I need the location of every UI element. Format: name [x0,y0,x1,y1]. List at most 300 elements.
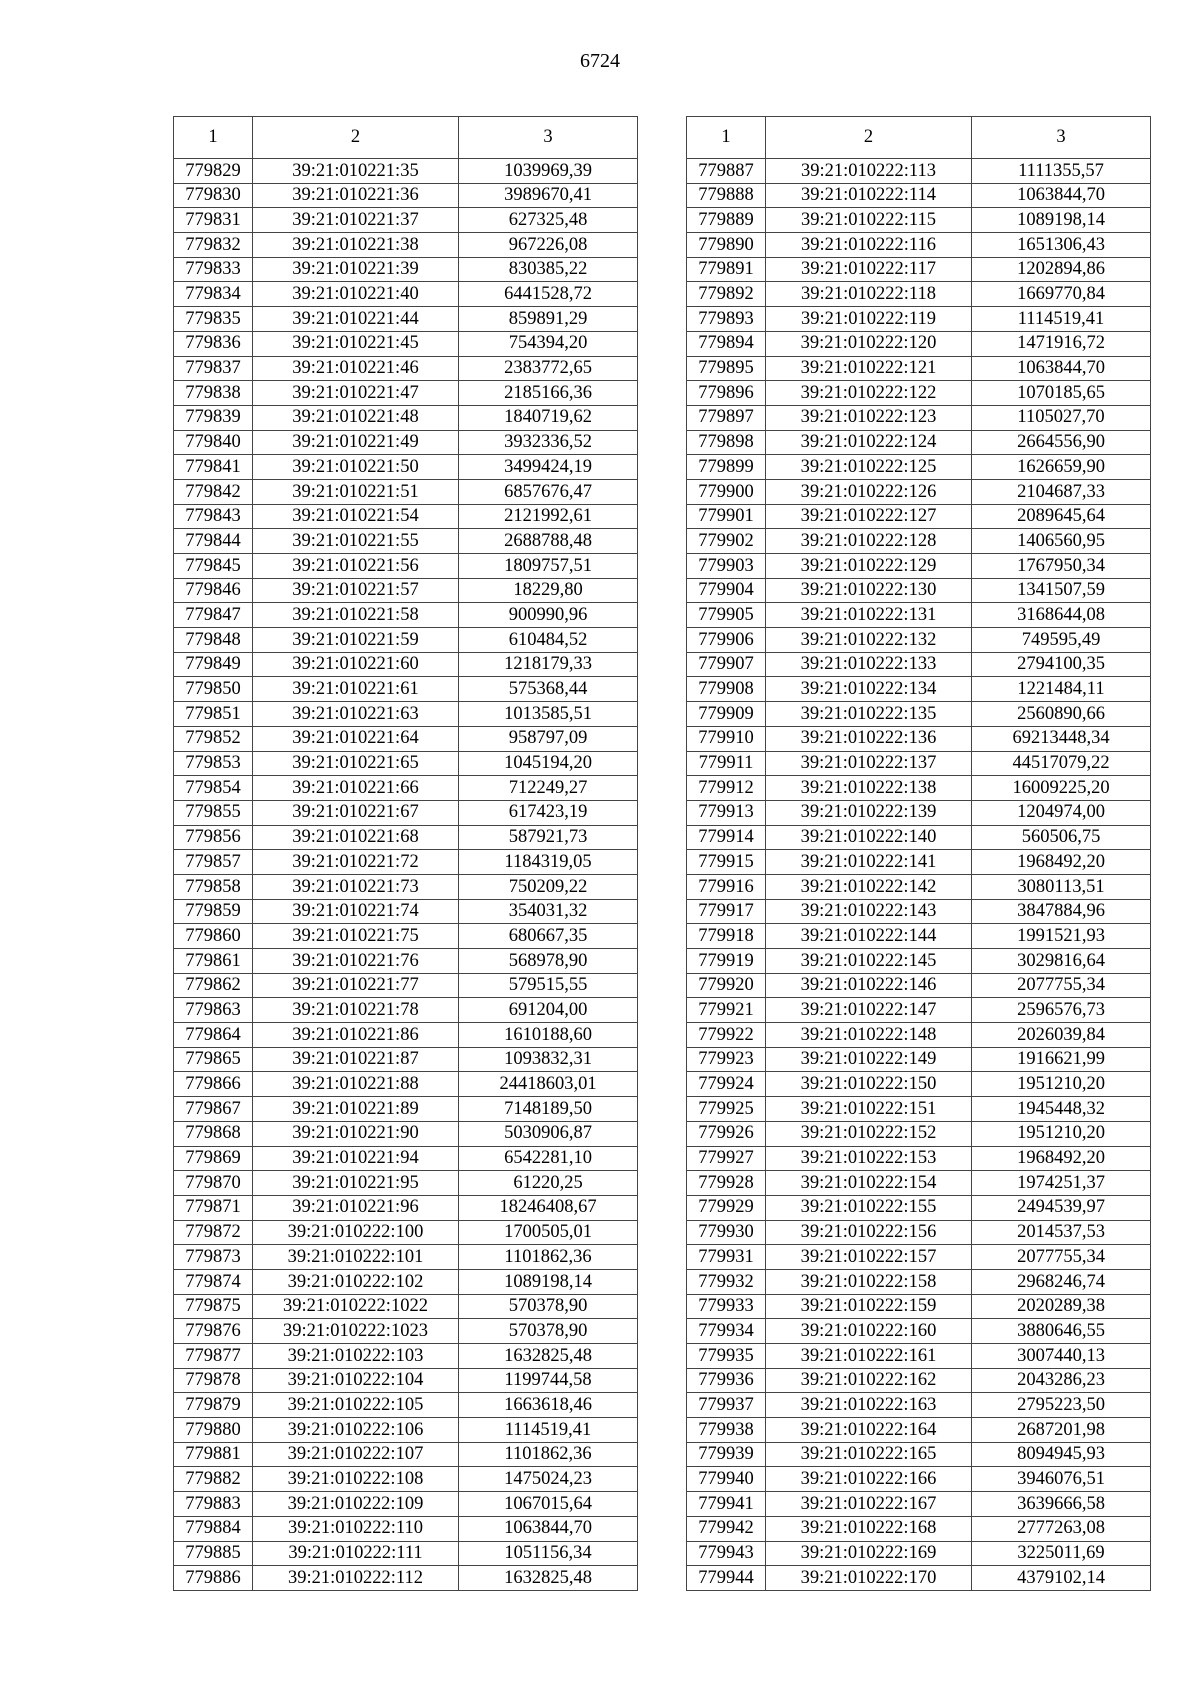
row-number-cell: 779865 [174,1047,253,1072]
row-number-cell: 779880 [174,1418,253,1443]
row-number-cell: 779877 [174,1344,253,1369]
row-number-cell: 779835 [174,307,253,332]
row-number-cell: 779851 [174,702,253,727]
value-cell: 1063844,70 [459,1516,638,1541]
registry-table-right [686,116,1151,1591]
row-number-cell: 779928 [687,1171,766,1196]
table-row [174,554,638,579]
table-header-row [174,117,638,159]
row-number-cell: 779856 [174,825,253,850]
table-row [174,825,638,850]
table-row [174,1072,638,1097]
cadastral-number-cell: 39:21:010222:170 [766,1566,972,1591]
table-row [687,504,1151,529]
value-cell: 680667,35 [459,924,638,949]
table-row [174,1294,638,1319]
row-number-cell: 779829 [174,159,253,184]
cadastral-number-cell: 39:21:010222:117 [766,257,972,282]
value-cell: 3007440,13 [972,1344,1151,1369]
cadastral-number-cell: 39:21:010221:56 [253,554,459,579]
cadastral-number-cell: 39:21:010221:94 [253,1146,459,1171]
value-cell: 2121992,61 [459,504,638,529]
cadastral-number-cell: 39:21:010221:75 [253,924,459,949]
table-row [174,1146,638,1171]
cadastral-number-cell: 39:21:010222:100 [253,1220,459,1245]
cadastral-number-cell: 39:21:010222:169 [766,1541,972,1566]
cadastral-number-cell: 39:21:010222:113 [766,159,972,184]
table-row [687,850,1151,875]
cadastral-number-cell: 39:21:010222:143 [766,899,972,924]
registry-table-left [173,116,638,1591]
value-cell: 859891,29 [459,307,638,332]
table-row [687,1467,1151,1492]
cadastral-number-cell: 39:21:010222:141 [766,850,972,875]
table-row [687,159,1151,184]
value-cell: 579515,55 [459,973,638,998]
table-row [174,1319,638,1344]
row-number-cell: 779905 [687,603,766,628]
column-header-3: 3 [972,117,1151,159]
table-row [687,554,1151,579]
row-number-cell: 779887 [687,159,766,184]
cadastral-number-cell: 39:21:010221:54 [253,504,459,529]
table-row [174,1023,638,1048]
cadastral-number-cell: 39:21:010222:127 [766,504,972,529]
table-row [174,1195,638,1220]
cadastral-number-cell: 39:21:010222:145 [766,949,972,974]
cadastral-number-cell: 39:21:010222:154 [766,1171,972,1196]
value-cell: 1974251,37 [972,1171,1151,1196]
value-cell: 3989670,41 [459,183,638,208]
table-header-row [687,117,1151,159]
table-row [174,1467,638,1492]
row-number-cell: 779872 [174,1220,253,1245]
cadastral-number-cell: 39:21:010221:66 [253,776,459,801]
table-row [174,578,638,603]
cadastral-number-cell: 39:21:010222:135 [766,702,972,727]
value-cell: 7148189,50 [459,1097,638,1122]
cadastral-number-cell: 39:21:010221:51 [253,479,459,504]
cadastral-number-cell: 39:21:010221:77 [253,973,459,998]
value-cell: 2104687,33 [972,479,1151,504]
row-number-cell: 779868 [174,1121,253,1146]
cadastral-number-cell: 39:21:010222:119 [766,307,972,332]
cadastral-number-cell: 39:21:010222:115 [766,208,972,233]
cadastral-number-cell: 39:21:010221:89 [253,1097,459,1122]
cadastral-number-cell: 39:21:010222:112 [253,1566,459,1591]
value-cell: 749595,49 [972,628,1151,653]
table-row [174,1566,638,1591]
value-cell: 1013585,51 [459,702,638,727]
table-row [687,949,1151,974]
value-cell: 6857676,47 [459,479,638,504]
cadastral-number-cell: 39:21:010221:48 [253,405,459,430]
value-cell: 2026039,84 [972,1023,1151,1048]
value-cell: 1406560,95 [972,529,1151,554]
value-cell: 2596576,73 [972,998,1151,1023]
table-row [174,874,638,899]
table-row [687,1023,1151,1048]
cadastral-number-cell: 39:21:010222:163 [766,1393,972,1418]
value-cell: 69213448,34 [972,726,1151,751]
row-number-cell: 779938 [687,1418,766,1443]
table-row [174,776,638,801]
row-number-cell: 779925 [687,1097,766,1122]
row-number-cell: 779893 [687,307,766,332]
row-number-cell: 779881 [174,1442,253,1467]
table-row [687,405,1151,430]
table-row [687,307,1151,332]
row-number-cell: 779899 [687,455,766,480]
row-number-cell: 779847 [174,603,253,628]
table-row [174,677,638,702]
value-cell: 1669770,84 [972,282,1151,307]
column-header-2: 2 [253,117,459,159]
value-cell: 1101862,36 [459,1245,638,1270]
cadastral-number-cell: 39:21:010222:144 [766,924,972,949]
table-row [687,973,1151,998]
row-number-cell: 779875 [174,1294,253,1319]
value-cell: 1089198,14 [972,208,1151,233]
cadastral-number-cell: 39:21:010222:122 [766,381,972,406]
row-number-cell: 779858 [174,874,253,899]
value-cell: 5030906,87 [459,1121,638,1146]
table-row [174,1097,638,1122]
row-number-cell: 779866 [174,1072,253,1097]
table-row [174,949,638,974]
value-cell: 1199744,58 [459,1368,638,1393]
table-row [174,356,638,381]
table-row [687,257,1151,282]
row-number-cell: 779867 [174,1097,253,1122]
row-number-cell: 779884 [174,1516,253,1541]
table-row [687,1294,1151,1319]
cadastral-number-cell: 39:21:010221:64 [253,726,459,751]
cadastral-number-cell: 39:21:010222:110 [253,1516,459,1541]
value-cell: 18246408,67 [459,1195,638,1220]
table-row [174,331,638,356]
cadastral-number-cell: 39:21:010222:131 [766,603,972,628]
table-row [174,652,638,677]
cadastral-number-cell: 39:21:010222:167 [766,1492,972,1517]
cadastral-number-cell: 39:21:010222:132 [766,628,972,653]
value-cell: 1700505,01 [459,1220,638,1245]
value-cell: 3946076,51 [972,1467,1151,1492]
cadastral-number-cell: 39:21:010222:1022 [253,1294,459,1319]
table-row [687,331,1151,356]
row-number-cell: 779927 [687,1146,766,1171]
value-cell: 1968492,20 [972,1146,1151,1171]
row-number-cell: 779935 [687,1344,766,1369]
table-row [174,628,638,653]
cadastral-number-cell: 39:21:010222:151 [766,1097,972,1122]
value-cell: 1089198,14 [459,1269,638,1294]
cadastral-number-cell: 39:21:010221:47 [253,381,459,406]
row-number-cell: 779845 [174,554,253,579]
value-cell: 2020289,38 [972,1294,1151,1319]
table-row [687,1566,1151,1591]
value-cell: 570378,90 [459,1319,638,1344]
table-row [687,1368,1151,1393]
table-row [174,726,638,751]
table-row [174,1442,638,1467]
cadastral-number-cell: 39:21:010221:35 [253,159,459,184]
cadastral-number-cell: 39:21:010221:65 [253,751,459,776]
row-number-cell: 779841 [174,455,253,480]
value-cell: 1184319,05 [459,850,638,875]
table-row [174,159,638,184]
cadastral-number-cell: 39:21:010222:162 [766,1368,972,1393]
row-number-cell: 779832 [174,233,253,258]
cadastral-number-cell: 39:21:010221:95 [253,1171,459,1196]
value-cell: 18229,80 [459,578,638,603]
value-cell: 2968246,74 [972,1269,1151,1294]
table-row [687,1516,1151,1541]
value-cell: 1767950,34 [972,554,1151,579]
table-row [174,1368,638,1393]
value-cell: 1475024,23 [459,1467,638,1492]
row-number-cell: 779840 [174,430,253,455]
cadastral-number-cell: 39:21:010221:96 [253,1195,459,1220]
row-number-cell: 779843 [174,504,253,529]
row-number-cell: 779854 [174,776,253,801]
row-number-cell: 779933 [687,1294,766,1319]
value-cell: 1221484,11 [972,677,1151,702]
cadastral-number-cell: 39:21:010221:67 [253,800,459,825]
value-cell: 568978,90 [459,949,638,974]
cadastral-number-cell: 39:21:010222:165 [766,1442,972,1467]
row-number-cell: 779932 [687,1269,766,1294]
cadastral-number-cell: 39:21:010222:108 [253,1467,459,1492]
row-number-cell: 779924 [687,1072,766,1097]
table-row [687,529,1151,554]
cadastral-number-cell: 39:21:010222:142 [766,874,972,899]
value-cell: 1991521,93 [972,924,1151,949]
cadastral-number-cell: 39:21:010222:118 [766,282,972,307]
cadastral-number-cell: 39:21:010222:138 [766,776,972,801]
row-number-cell: 779848 [174,628,253,653]
value-cell: 1626659,90 [972,455,1151,480]
cadastral-number-cell: 39:21:010221:36 [253,183,459,208]
cadastral-number-cell: 39:21:010222:123 [766,405,972,430]
value-cell: 1114519,41 [459,1418,638,1443]
cadastral-number-cell: 39:21:010221:59 [253,628,459,653]
value-cell: 1632825,48 [459,1344,638,1369]
row-number-cell: 779920 [687,973,766,998]
table-row [687,1319,1151,1344]
value-cell: 3168644,08 [972,603,1151,628]
table-row [687,1418,1151,1443]
cadastral-number-cell: 39:21:010222:152 [766,1121,972,1146]
table-row [174,924,638,949]
value-cell: 1471916,72 [972,331,1151,356]
cadastral-number-cell: 39:21:010222:111 [253,1541,459,1566]
row-number-cell: 779908 [687,677,766,702]
row-number-cell: 779846 [174,578,253,603]
value-cell: 3080113,51 [972,874,1151,899]
table-row [687,1492,1151,1517]
row-number-cell: 779943 [687,1541,766,1566]
value-cell: 1916621,99 [972,1047,1151,1072]
row-number-cell: 779885 [174,1541,253,1566]
row-number-cell: 779878 [174,1368,253,1393]
value-cell: 2794100,35 [972,652,1151,677]
table-row [174,208,638,233]
value-cell: 1945448,32 [972,1097,1151,1122]
value-cell: 1651306,43 [972,233,1151,258]
row-number-cell: 779929 [687,1195,766,1220]
table-row [687,677,1151,702]
value-cell: 6441528,72 [459,282,638,307]
cadastral-number-cell: 39:21:010221:55 [253,529,459,554]
value-cell: 1067015,64 [459,1492,638,1517]
cadastral-number-cell: 39:21:010222:168 [766,1516,972,1541]
value-cell: 627325,48 [459,208,638,233]
value-cell: 2089645,64 [972,504,1151,529]
cadastral-number-cell: 39:21:010221:87 [253,1047,459,1072]
row-number-cell: 779903 [687,554,766,579]
value-cell: 610484,52 [459,628,638,653]
column-header-3: 3 [459,117,638,159]
column-header-2: 2 [766,117,972,159]
row-number-cell: 779850 [174,677,253,702]
value-cell: 691204,00 [459,998,638,1023]
value-cell: 1039969,39 [459,159,638,184]
row-number-cell: 779888 [687,183,766,208]
table-row [687,356,1151,381]
cadastral-number-cell: 39:21:010222:159 [766,1294,972,1319]
table-row [687,800,1151,825]
table-row [687,874,1151,899]
cadastral-number-cell: 39:21:010222:161 [766,1344,972,1369]
table-row [687,479,1151,504]
row-number-cell: 779852 [174,726,253,751]
table-row [687,455,1151,480]
row-number-cell: 779910 [687,726,766,751]
table-row [174,233,638,258]
cadastral-number-cell: 39:21:010222:155 [766,1195,972,1220]
value-cell: 967226,08 [459,233,638,258]
row-number-cell: 779857 [174,850,253,875]
row-number-cell: 779891 [687,257,766,282]
table-row [174,504,638,529]
table-row [687,1220,1151,1245]
row-number-cell: 779830 [174,183,253,208]
table-row [174,381,638,406]
value-cell: 1951210,20 [972,1072,1151,1097]
value-cell: 712249,27 [459,776,638,801]
table-row [174,603,638,628]
table-row [174,1492,638,1517]
column-header-1: 1 [687,117,766,159]
cadastral-number-cell: 39:21:010221:72 [253,850,459,875]
value-cell: 2077755,34 [972,1245,1151,1270]
row-number-cell: 779853 [174,751,253,776]
value-cell: 1111355,57 [972,159,1151,184]
value-cell: 617423,19 [459,800,638,825]
value-cell: 1070185,65 [972,381,1151,406]
table-row [174,850,638,875]
table-row [174,405,638,430]
table-row [687,1047,1151,1072]
table-row [687,998,1151,1023]
table-row [687,603,1151,628]
table-row [174,455,638,480]
cadastral-number-cell: 39:21:010221:78 [253,998,459,1023]
value-cell: 1045194,20 [459,751,638,776]
value-cell: 3225011,69 [972,1541,1151,1566]
row-number-cell: 779886 [174,1566,253,1591]
value-cell: 1051156,34 [459,1541,638,1566]
row-number-cell: 779864 [174,1023,253,1048]
cadastral-number-cell: 39:21:010222:1023 [253,1319,459,1344]
row-number-cell: 779833 [174,257,253,282]
row-number-cell: 779896 [687,381,766,406]
value-cell: 4379102,14 [972,1566,1151,1591]
cadastral-number-cell: 39:21:010222:134 [766,677,972,702]
cadastral-number-cell: 39:21:010222:166 [766,1467,972,1492]
row-number-cell: 779894 [687,331,766,356]
table-row [174,1245,638,1270]
table-row [687,1269,1151,1294]
cadastral-number-cell: 39:21:010222:157 [766,1245,972,1270]
table-row [687,1393,1151,1418]
row-number-cell: 779931 [687,1245,766,1270]
cadastral-number-cell: 39:21:010222:126 [766,479,972,504]
row-number-cell: 779900 [687,479,766,504]
table-row [174,899,638,924]
row-number-cell: 779834 [174,282,253,307]
value-cell: 575368,44 [459,677,638,702]
row-number-cell: 779860 [174,924,253,949]
value-cell: 2494539,97 [972,1195,1151,1220]
value-cell: 1204974,00 [972,800,1151,825]
row-number-cell: 779892 [687,282,766,307]
table-row [174,1220,638,1245]
value-cell: 570378,90 [459,1294,638,1319]
row-number-cell: 779907 [687,652,766,677]
cadastral-number-cell: 39:21:010222:105 [253,1393,459,1418]
table-row [174,479,638,504]
table-row [687,825,1151,850]
row-number-cell: 779942 [687,1516,766,1541]
row-number-cell: 779936 [687,1368,766,1393]
cadastral-number-cell: 39:21:010221:45 [253,331,459,356]
value-cell: 1202894,86 [972,257,1151,282]
row-number-cell: 779944 [687,1566,766,1591]
value-cell: 2687201,98 [972,1418,1151,1443]
cadastral-number-cell: 39:21:010222:153 [766,1146,972,1171]
value-cell: 2185166,36 [459,381,638,406]
value-cell: 1114519,41 [972,307,1151,332]
row-number-cell: 779901 [687,504,766,529]
value-cell: 750209,22 [459,874,638,899]
table-row [687,381,1151,406]
value-cell: 958797,09 [459,726,638,751]
row-number-cell: 779837 [174,356,253,381]
table-row [687,924,1151,949]
table-row [687,1442,1151,1467]
cadastral-number-cell: 39:21:010221:61 [253,677,459,702]
cadastral-number-cell: 39:21:010221:37 [253,208,459,233]
value-cell: 1063844,70 [972,356,1151,381]
cadastral-number-cell: 39:21:010222:136 [766,726,972,751]
value-cell: 2777263,08 [972,1516,1151,1541]
row-number-cell: 779922 [687,1023,766,1048]
table-row [687,1072,1151,1097]
row-number-cell: 779937 [687,1393,766,1418]
cadastral-number-cell: 39:21:010221:38 [253,233,459,258]
